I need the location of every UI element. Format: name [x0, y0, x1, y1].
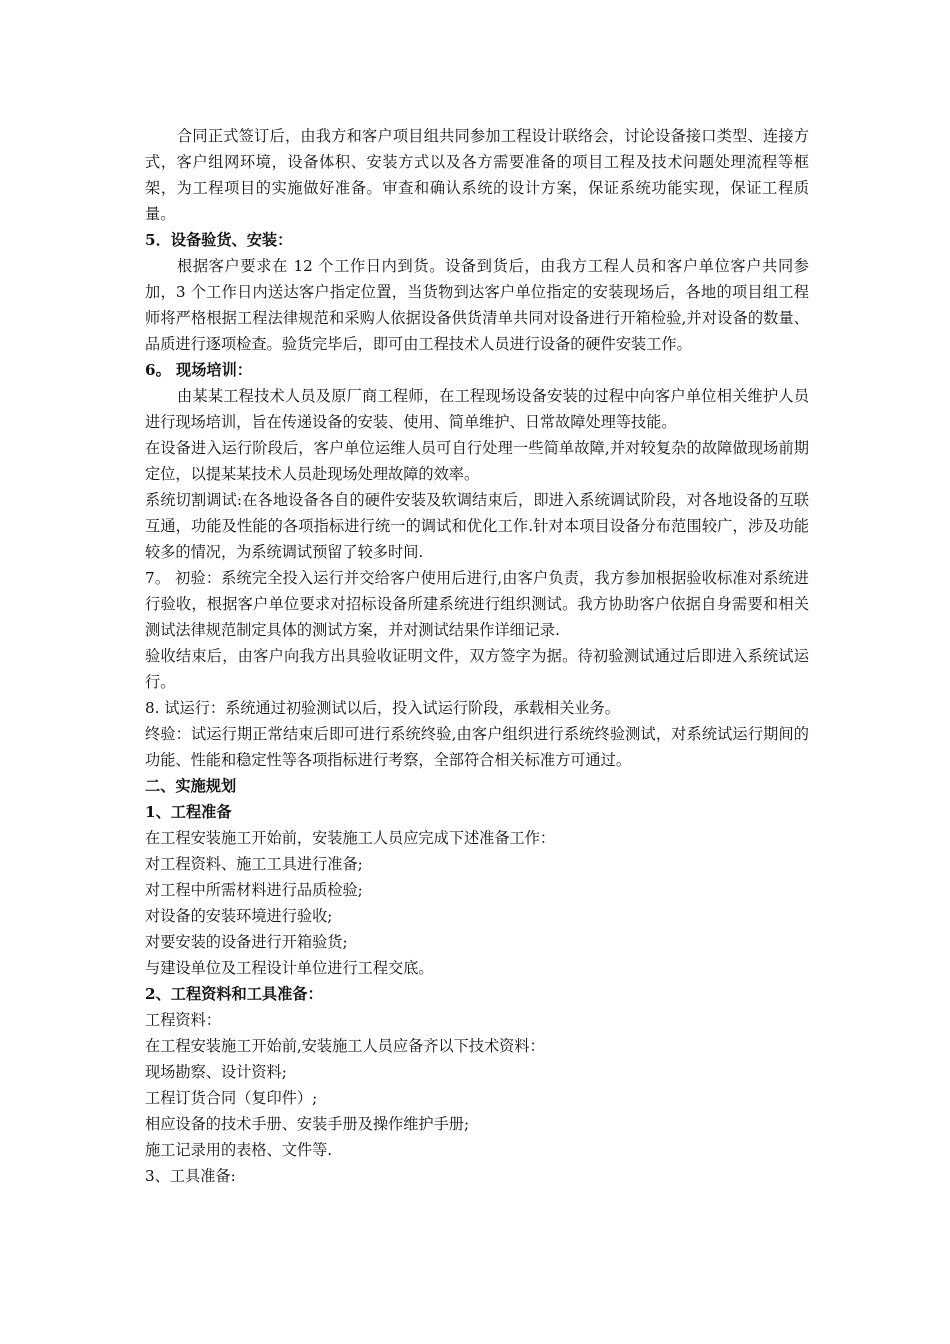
section-heading: 5．设备验货、安装： — [145, 231, 293, 249]
body-paragraph: 工程订货合同（复印件）; — [145, 1089, 318, 1107]
section-heading: 2、工程资料和工具准备： — [145, 985, 323, 1003]
section-heading: 1、工程准备 — [145, 803, 232, 821]
body-paragraph: 对工程中所需材料进行品质检验; — [145, 881, 363, 899]
body-paragraph: 合同正式签订后，由我方和客户项目组共同参加工程设计联络会，讨论设备接口类型、连接方式，客户组网环境，设备体积、安装方式以及各方需要准备的项目工程及技术问题处理流程等框架，为工程项目的实施做好准备。审查和确认系统的设计方案，保证系统功能实现，保证工程质量。 — [145, 127, 809, 223]
body-paragraph: 工程资料： — [145, 1011, 221, 1029]
body-paragraph: 对设备的安装环境进行验收; — [145, 907, 333, 925]
body-paragraph: 在工程安装施工开始前，安装施工人员应完成下述准备工作： — [145, 829, 556, 847]
body-paragraph: 由某某工程技术人员及原厂商工程师，在工程现场设备安装的过程中向客户单位相关维护人员进行现场培训，旨在传递设备的安装、使用、简单维护、日常故障处理等技能。 — [145, 387, 809, 431]
body-paragraph: 对要安装的设备进行开箱验货; — [145, 933, 348, 951]
body-paragraph: 7。 初验：系统完全投入运行并交给客户使用后进行,由客户负责，我方参加根据验收标准对系统进行验收，根据客户单位要求对招标设备所建系统进行组织测试。我方协助客户依据自身需要和相关测试法律规范制定具体的测试方案，并对测试结果作详细记录. — [145, 569, 809, 639]
section-heading: 6。 现场培训： — [145, 361, 252, 379]
document-body — [145, 123, 809, 1189]
body-paragraph: 在设备进入运行阶段后，客户单位运维人员可自行处理一些简单故障,并对较复杂的故障做现场前期定位，以提某某技术人员赴现场处理故障的效率。 — [145, 439, 809, 483]
body-paragraph: 对工程资料、施工工具进行准备; — [145, 855, 363, 873]
body-paragraph: 根据客户要求在 12 个工作日内到货。设备到货后，由我方工程人员和客户单位客户共同参加，3 个工作日内送达客户指定位置，当货物到达客户单位指定的安装现场后，各地的项目组工程师将严格根据工程法律规范和采购人依据设备供货清单共同对设备进行开箱检验,并对设备的数量、品质进行逐项检查。验货完毕后，即可由工程技术人员进行设备的硬件安装工作。 — [145, 257, 809, 353]
body-paragraph: 相应设备的技术手册、安装手册及操作维护手册; — [145, 1115, 470, 1133]
body-paragraph: 3、工具准备: — [145, 1167, 236, 1185]
body-paragraph: 与建设单位及工程设计单位进行工程交底。 — [145, 959, 434, 977]
body-paragraph: 8. 试运行：系统通过初验测试以后，投入试运行阶段，承载相关业务。 — [145, 699, 620, 717]
section-heading: 二、实施规划 — [145, 777, 237, 795]
body-paragraph: 现场勘察、设计资料; — [145, 1063, 287, 1081]
body-paragraph: 施工记录用的表格、文件等. — [145, 1141, 333, 1159]
body-paragraph: 终验：试运行期正常结束后即可进行系统终验,由客户组织进行系统终验测试，对系统试运行期间的功能、性能和稳定性等各项指标进行考察，全部符合相关标准方可通过。 — [145, 725, 809, 769]
body-paragraph: 系统切割调试:在各地设备各自的硬件安装及软调结束后，即进入系统调试阶段，对各地设备的互联互通，功能及性能的各项指标进行统一的调试和优化工作.针对本项目设备分布范围较广，涉及功能较多的情况，为系统调试预留了较多时间. — [145, 491, 809, 561]
body-paragraph: 验收结束后，由客户向我方出具验收证明文件，双方签字为据。待初验测试通过后即进入系统试运行。 — [145, 647, 809, 691]
body-paragraph: 在工程安装施工开始前,安装施工人员应备齐以下技术资料： — [145, 1037, 545, 1055]
